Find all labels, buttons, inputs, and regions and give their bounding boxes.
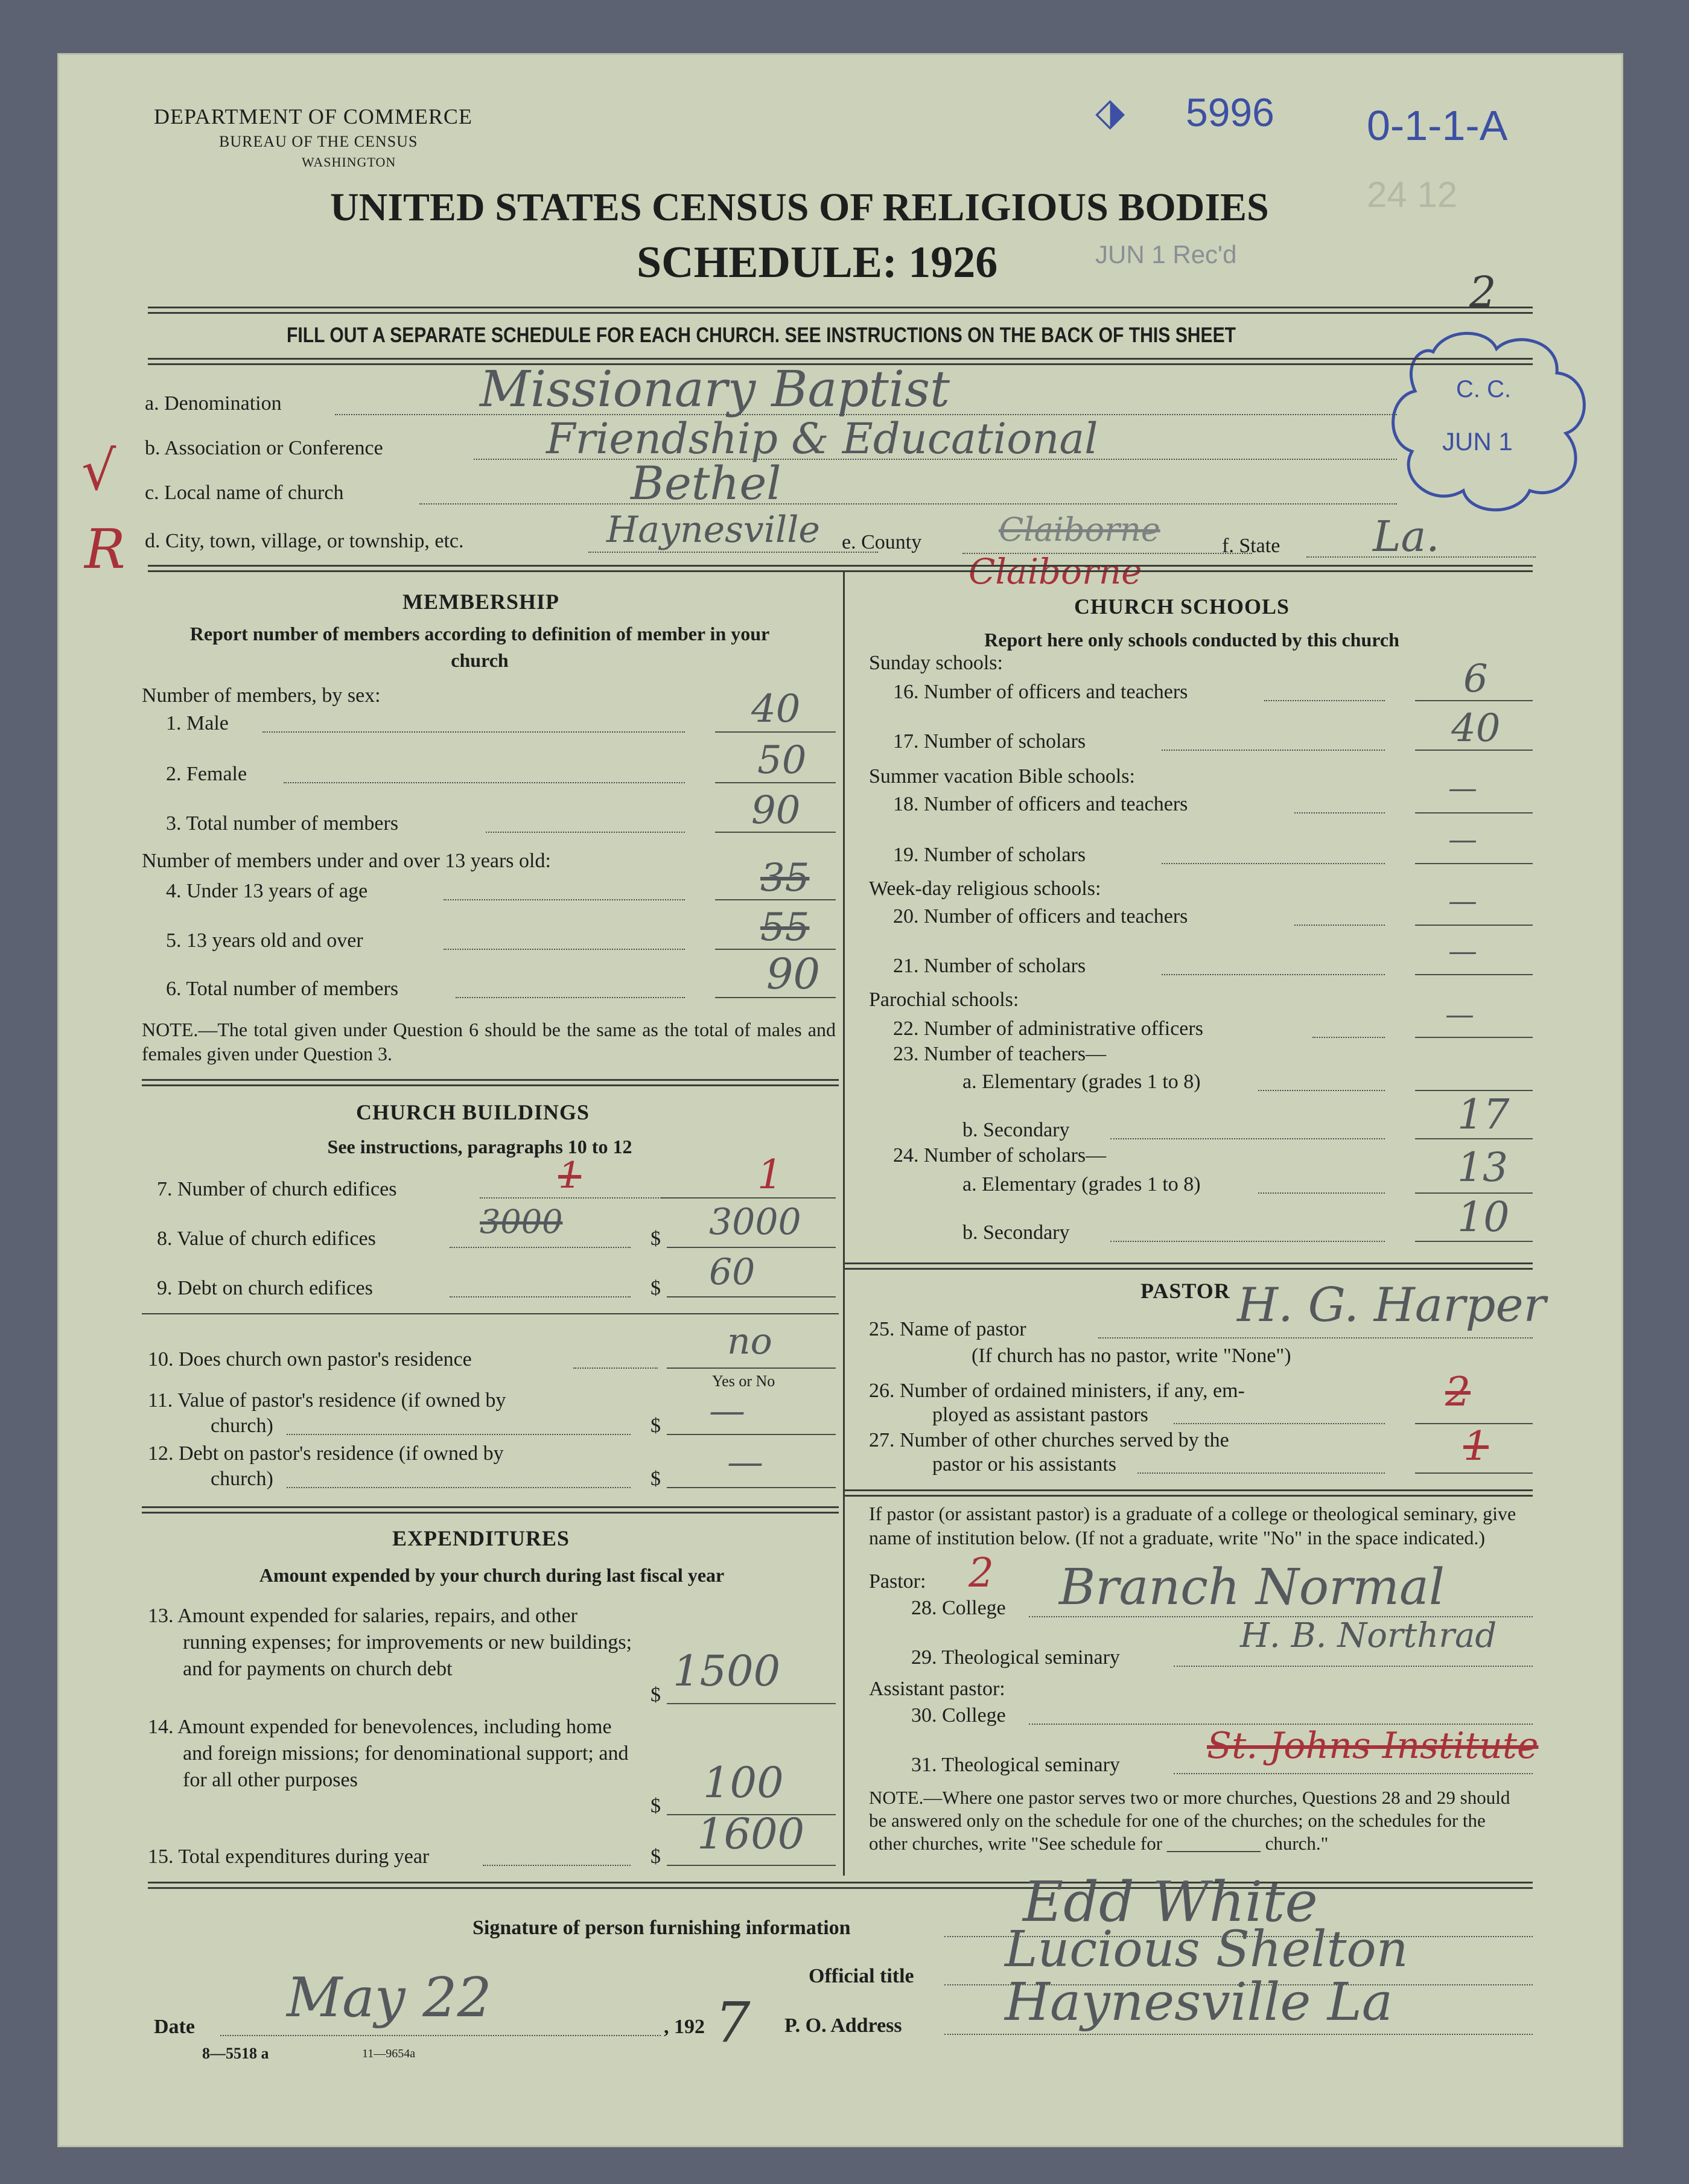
edifices-struck-value: 1: [558, 1154, 582, 1197]
q18-value: —: [1448, 771, 1477, 805]
department-name: DEPARTMENT OF COMMERCE: [154, 104, 472, 129]
male-label: 1. Male: [166, 712, 229, 734]
edifice-debt-label: 9. Debt on church edifices: [157, 1277, 373, 1299]
answer-line: [1174, 1423, 1385, 1424]
answer-line: [667, 1487, 836, 1488]
q17-value: 40: [1451, 706, 1501, 751]
q13-value: 1500: [673, 1646, 781, 1696]
expenditures-heading: EXPENDITURES: [392, 1526, 570, 1550]
po-address-value: Haynesville La: [1005, 1972, 1393, 2033]
answer-line: [588, 552, 878, 553]
owns-residence-label: 10. Does church own pastor's residence: [148, 1348, 472, 1371]
q27-label-1: 27. Number of other churches served by the: [869, 1429, 1229, 1451]
answer-line: [1174, 1666, 1533, 1667]
county-label: e. County: [842, 531, 922, 553]
buildings-subheading: See instructions, paragraphs 10 to 12: [327, 1136, 632, 1157]
answer-line: [1415, 974, 1533, 975]
q23a-label: a. Elementary (grades 1 to 8): [962, 1071, 1201, 1093]
answer-line: [715, 731, 836, 733]
under13-label: 4. Under 13 years of age: [166, 880, 368, 902]
association-value: Friendship & Educational: [546, 414, 1098, 463]
official-title-value: Lucious Shelton: [1005, 1921, 1408, 1978]
total2-label: 6. Total number of members: [166, 978, 399, 1000]
q15-label: 15. Total expenditures during year: [148, 1845, 430, 1868]
q16-label: 16. Number of officers and teachers: [893, 681, 1188, 703]
answer-line: [456, 997, 685, 998]
graduate-note: If pastor (or assistant pastor) is a graduate of a college or theological seminary, give name of institution below. (If not a graduate, write "No" in the space indicated.): [869, 1503, 1516, 1549]
association-label: b. Association or Conference: [145, 437, 383, 459]
r-mark: R: [84, 518, 126, 581]
date-value: May 22: [287, 1966, 492, 2030]
county-struck-value: Claiborne: [999, 511, 1160, 549]
summer-label: Summer vacation Bible schools:: [869, 765, 1135, 788]
answer-line: [667, 1296, 836, 1297]
answer-line: [419, 503, 1397, 505]
answer-line: [667, 1865, 836, 1866]
answer-line: [573, 1367, 658, 1369]
q18-label: 18. Number of officers and teachers: [893, 793, 1188, 815]
page-number: 2: [1469, 267, 1497, 317]
answer-line: [1137, 1472, 1385, 1474]
answer-line: [287, 1434, 631, 1435]
expenditures-subheading: Amount expended by your church during last fiscal year: [259, 1564, 725, 1586]
q14-value: 100: [703, 1758, 784, 1807]
q27-label-2: pastor or his assistants: [932, 1453, 1117, 1476]
answer-line: [287, 1487, 631, 1488]
q28-label: 28. College: [911, 1597, 1006, 1619]
dollar-sign: $: [650, 1795, 661, 1817]
schools-heading: CHURCH SCHOOLS: [1074, 594, 1290, 619]
q23-label: 23. Number of teachers—: [893, 1043, 1107, 1065]
q27-value: 1: [1463, 1423, 1489, 1469]
yes-no-hint: Yes or No: [712, 1372, 775, 1390]
q19-label: 19. Number of scholars: [893, 844, 1086, 866]
state-label: f. State: [1222, 535, 1280, 557]
census-schedule-sheet: [57, 53, 1623, 2147]
q22-label: 22. Number of administrative officers: [893, 1017, 1203, 1040]
residence-debt-value: —: [727, 1441, 763, 1483]
denomination-label: a. Denomination: [145, 392, 282, 415]
total-members-label: 3. Total number of members: [166, 812, 399, 835]
county-value: Claiborne: [969, 551, 1142, 592]
weekday-label: Week-day religious schools:: [869, 877, 1101, 900]
q28-value: Branch Normal: [1059, 1559, 1445, 1616]
edifices-label: 7. Number of church edifices: [157, 1178, 397, 1200]
answer-line: [661, 1197, 836, 1199]
dollar-sign: $: [650, 1684, 661, 1706]
divider: [148, 307, 1533, 314]
pastor-sub-label: Pastor:: [869, 1570, 926, 1593]
form-title: UNITED STATES CENSUS OF RELIGIOUS BODIES: [330, 185, 1269, 229]
bureau-name: BUREAU OF THE CENSUS: [219, 133, 418, 150]
denomination-value: Missionary Baptist: [480, 361, 950, 418]
divider: [142, 1313, 839, 1314]
stamp-code: 0-1-1-A: [1367, 102, 1508, 149]
answer-line: [444, 949, 685, 950]
membership-heading: MEMBERSHIP: [402, 590, 560, 614]
q23b-value: 17: [1457, 1091, 1510, 1139]
answer-line: [483, 1865, 631, 1866]
q24a-label: a. Elementary (grades 1 to 8): [962, 1173, 1201, 1195]
answer-line: [1110, 1138, 1385, 1139]
pastor-mark: 2: [969, 1550, 994, 1596]
edifice-debt-value: 60: [709, 1251, 755, 1293]
divider: [845, 1262, 1533, 1270]
answer-line: [1162, 974, 1385, 975]
residence-value-label-2: church): [211, 1415, 273, 1437]
q31-value: St. Johns Institute: [1207, 1725, 1539, 1767]
dollar-sign: $: [650, 1415, 661, 1437]
answer-line: [480, 1197, 685, 1199]
total-members-value: 90: [751, 788, 801, 833]
divider: [148, 565, 1533, 572]
answer-line: [1415, 1037, 1533, 1038]
divider: [148, 1882, 1533, 1889]
edifice-value-label: 8. Value of church edifices: [157, 1227, 376, 1250]
assistant-label: Assistant pastor:: [869, 1678, 1005, 1700]
stamp-number: 5996: [1186, 90, 1274, 135]
q20-value: —: [1448, 884, 1477, 918]
local-name-label: c. Local name of church: [145, 482, 344, 504]
q14-label: 14. Amount expended for benevolences, including home and foreign missions; for denominational support; and for all other purposes: [148, 1716, 629, 1791]
divider: [142, 1506, 839, 1514]
q20-label: 20. Number of officers and teachers: [893, 905, 1188, 928]
answer-line: [1258, 1090, 1385, 1091]
over13-value: 55: [760, 905, 810, 950]
q24-label: 24. Number of scholars—: [893, 1144, 1107, 1167]
female-label: 2. Female: [166, 763, 247, 785]
membership-note: NOTE.—The total given under Question 6 should be the same as the total of males and females given under Question 3.: [142, 1019, 836, 1065]
membership-subheading: Report number of members according to definition of member in your church: [189, 623, 770, 671]
answer-line: [1098, 1337, 1533, 1339]
schools-subheading: Report here only schools conducted by this church: [984, 629, 1399, 651]
answer-line: [220, 2035, 661, 2036]
answer-line: [667, 1247, 836, 1248]
q26-value: 2: [1445, 1369, 1471, 1415]
column-divider: [843, 572, 845, 1876]
answer-line: [1162, 863, 1385, 864]
q13-label: 13. Amount expended for salaries, repairs, and other running expenses; for improvements or new buildings; and for payments on church debt: [148, 1605, 632, 1680]
stamp-bullet-icon: ⬗: [1095, 90, 1125, 133]
answer-line: [284, 782, 685, 783]
local-name-value: Bethel: [631, 456, 781, 510]
residence-debt-label-2: church): [211, 1468, 273, 1490]
q24a-value: 13: [1457, 1144, 1508, 1191]
cc-stamp-date: JUN 1: [1442, 427, 1513, 456]
edifice-value-struck: 3000: [480, 1203, 563, 1241]
answer-line: [667, 1703, 836, 1704]
q15-value: 1600: [697, 1809, 805, 1859]
year-prefix: , 192: [664, 2016, 705, 2038]
answer-line: [1415, 863, 1533, 864]
parochial-label: Parochial schools:: [869, 989, 1019, 1011]
divider: [142, 1079, 839, 1086]
answer-line: [262, 731, 685, 733]
residence-value-label-1: 11. Value of pastor's residence (if owned by: [148, 1389, 506, 1412]
answer-line: [1415, 812, 1533, 813]
faint-numbers: 24 12: [1367, 174, 1458, 215]
cc-stamp-icon: [1385, 328, 1596, 515]
check-mark: √: [81, 439, 116, 503]
over13-label: 5. 13 years old and over: [166, 929, 363, 952]
q25-value: H. G. Harper: [1237, 1278, 1546, 1332]
q30-label: 30. College: [911, 1704, 1006, 1727]
q29-label: 29. Theological seminary: [911, 1646, 1120, 1669]
residence-debt-label-1: 12. Debt on pastor's residence (if owned by: [148, 1442, 504, 1465]
owns-residence-value: no: [727, 1320, 772, 1363]
answer-line: [486, 832, 685, 833]
instructions-banner: FILL OUT A SEPARATE SCHEDULE FOR EACH CHURCH. SEE INSTRUCTIONS ON THE BACK OF THIS SHEET: [287, 323, 1236, 347]
edifices-value: 1: [757, 1151, 783, 1198]
q22-value: —: [1445, 998, 1474, 1031]
answer-line: [1258, 1192, 1385, 1194]
q21-value: —: [1448, 934, 1477, 968]
buildings-heading: CHURCH BUILDINGS: [356, 1100, 590, 1124]
q25-label: 25. Name of pastor: [869, 1318, 1026, 1340]
male-value: 40: [751, 687, 801, 731]
residence-value: —: [709, 1390, 745, 1432]
answer-line: [450, 1296, 631, 1297]
q17-label: 17. Number of scholars: [893, 730, 1086, 753]
city-value: Haynesville: [606, 509, 820, 551]
answer-line: [444, 899, 685, 900]
signature-value: Edd White: [1023, 1870, 1318, 1934]
under13-value: 35: [760, 856, 810, 900]
state-value: La.: [1373, 512, 1440, 561]
dollar-sign: $: [650, 1227, 661, 1250]
city-label: d. City, town, village, or township, etc.: [145, 530, 464, 552]
date-label: Date: [154, 2016, 195, 2038]
schedule-title: SCHEDULE: 1926: [637, 238, 998, 287]
answer-line: [1312, 1037, 1385, 1038]
official-title-label: Official title: [809, 1965, 914, 1987]
q25-note: (If church has no pastor, write "None"): [972, 1345, 1291, 1367]
print-number: 11—9654a: [362, 2047, 416, 2060]
q29-value: H. B. Northrad: [1240, 1616, 1497, 1655]
q23b-label: b. Secondary: [962, 1119, 1070, 1141]
po-address-label: P. O. Address: [784, 2014, 902, 2037]
bureau-city: WASHINGTON: [302, 154, 396, 170]
q16-value: 6: [1463, 657, 1488, 701]
dollar-sign: $: [650, 1468, 661, 1490]
q19-value: —: [1448, 823, 1477, 856]
answer-line: [1415, 1472, 1533, 1474]
answer-line: [944, 2034, 1533, 2035]
answer-line: [450, 1247, 631, 1248]
q26-label-1: 26. Number of ordained ministers, if any, em-: [869, 1380, 1245, 1402]
answer-line: [667, 1434, 836, 1435]
year-digit: 7: [715, 1990, 751, 2055]
form-number: 8—5518 a: [202, 2045, 269, 2062]
answer-line: [1110, 1241, 1385, 1242]
total2-value: 90: [766, 949, 821, 999]
answer-line: [1264, 700, 1385, 701]
answer-line: [1174, 1773, 1533, 1774]
edifice-value: 3000: [709, 1201, 801, 1243]
cc-stamp-text: C. C.: [1456, 376, 1512, 403]
answer-line: [1294, 812, 1385, 813]
signature-label: Signature of person furnishing information: [472, 1917, 851, 1939]
q31-label: 31. Theological seminary: [911, 1754, 1120, 1776]
q24b-label: b. Secondary: [962, 1221, 1070, 1244]
answer-line: [1415, 925, 1533, 926]
q26-label-2: ployed as assistant pastors: [932, 1404, 1148, 1426]
answer-line: [1162, 750, 1385, 751]
dollar-sign: $: [650, 1845, 661, 1868]
q24b-value: 10: [1457, 1194, 1510, 1241]
by-sex-label: Number of members, by sex:: [142, 684, 381, 707]
received-stamp: JUN 1 Rec'd: [1095, 240, 1237, 269]
pastor-heading: PASTOR: [1140, 1279, 1230, 1303]
answer-line: [1294, 925, 1385, 926]
answer-line: [667, 1367, 836, 1369]
dollar-sign: $: [650, 1277, 661, 1299]
q21-label: 21. Number of scholars: [893, 955, 1086, 977]
female-value: 50: [757, 738, 807, 783]
age-label: Number of members under and over 13 years old:: [142, 850, 551, 872]
divider: [845, 1489, 1533, 1497]
sunday-label: Sunday schools:: [869, 652, 1003, 674]
pastor-note: NOTE.—Where one pastor serves two or more churches, Questions 28 and 29 should be answered only on the schedule for one of the churches; on the schedules for the other churches, write "See schedule for __________ church.": [869, 1787, 1510, 1854]
